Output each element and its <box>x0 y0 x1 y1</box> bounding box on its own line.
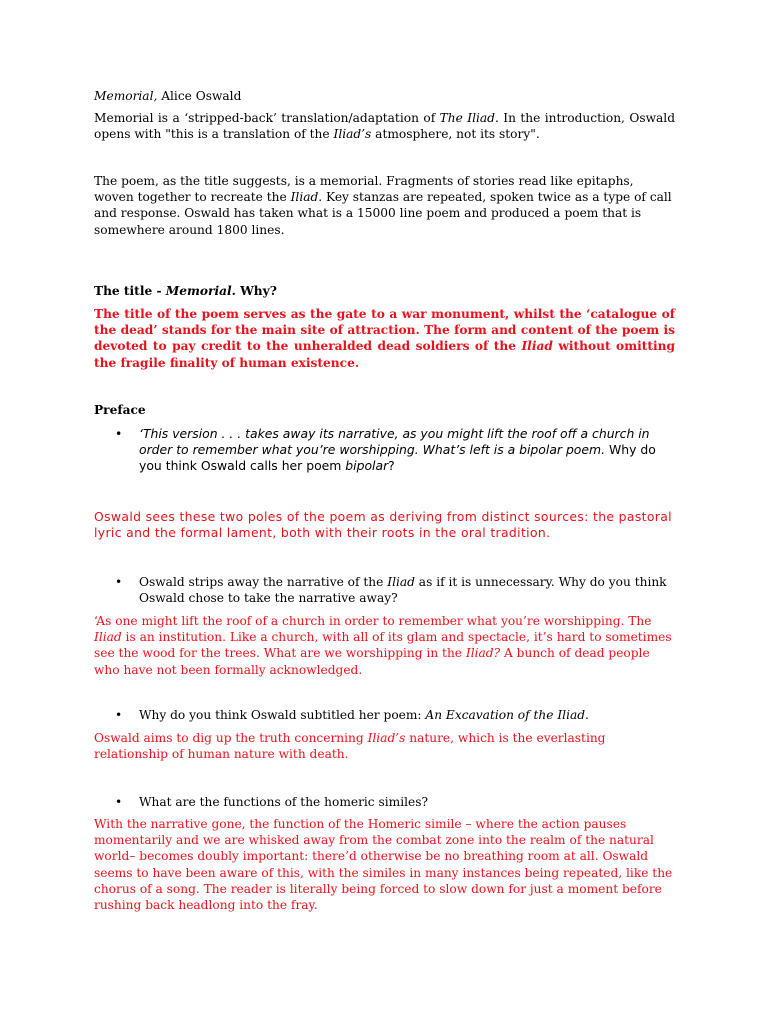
answer-title <box>94 306 675 371</box>
preface-quote: ‘This version . . . takes away its narrative, as you might lift the roof off a church in order to remember what you’re worshipping. What’s left is a bipolar poem. <box>139 426 650 458</box>
heading-text: The title - <box>94 284 166 298</box>
answer-text: without omitting the fragile finality of human existence. <box>94 339 675 370</box>
heading-text: Why? <box>235 284 277 298</box>
intro-paragraph <box>94 110 675 142</box>
summary-paragraph <box>94 173 675 238</box>
title-author: Alice Oswald <box>157 89 242 103</box>
summary-iliad: Iliad <box>290 190 319 205</box>
document-title <box>94 88 675 104</box>
summary-text: . Key stanzas are repeated, spoken twice as a type of call and response. Oswald has taken what is a 15000 line poem and produced a poem that is somewhere around 1800 lines. <box>94 190 672 237</box>
answer-text: Oswald aims to dig up the truth concerning <box>94 731 368 745</box>
answer-text: is an institution. Like a church, with all of its glam and spectacle, it’s hard to sometimes see the wood for the trees. What are we worshipping in the <box>94 630 672 661</box>
answer-text: The title of the poem serves as the gate to a war monument, whilst the ‘catalogue of the dead’ stands for the main site of attraction. The form and content of the poem is devoted to pay credit to the unheralded dead soldiers of the <box>94 307 675 354</box>
intro-text: Memorial is a ‘stripped-back’ translation/adaptation of <box>94 111 440 125</box>
answer-bipolar: Oswald sees these two poles of the poem as deriving from distinct sources: the pastoral lyric and the formal lament, both with their roots in the oral tradition. <box>94 509 672 541</box>
intro-iliad: The Iliad. <box>439 111 499 125</box>
question-text-part: . <box>585 708 589 722</box>
question-bipolar-word: bipolar <box>345 458 389 474</box>
question-text-part: ? <box>388 458 395 474</box>
answer-iliad: Iliad <box>521 339 553 354</box>
bullet-icon: • <box>115 426 123 441</box>
question-text-part: Why do you think Oswald calls her poem <box>139 442 656 474</box>
answer-iliad: Iliad <box>94 630 122 645</box>
question-iliad: Iliad <box>387 575 415 589</box>
bullet-icon: • <box>115 575 123 589</box>
intro-text: atmosphere, not its story". <box>371 127 540 142</box>
question-text <box>139 574 675 606</box>
question-text-part: as if it is unnecessary. Why do you think Oswald chose to take the narrative away? <box>139 575 667 606</box>
question-bipolar <box>115 426 675 475</box>
question-text <box>139 707 675 723</box>
question-narrative <box>115 574 675 606</box>
heading-memorial: Memorial. <box>165 284 236 298</box>
heading-preface: Preface <box>94 403 146 417</box>
question-text <box>139 426 675 475</box>
answer-text: ‘As one might lift the roof of a church in order to remember what you’re worshipping. The <box>94 614 652 628</box>
question-similes <box>115 794 675 810</box>
question-text-part: Why do you think Oswald subtitled her poem: <box>139 708 426 722</box>
title-work: Memorial, <box>94 89 158 103</box>
answer-text: nature, which is the everlasting relationship of human nature with death. <box>94 731 606 762</box>
question-subtitle-title: An Excavation of the Iliad <box>425 708 586 722</box>
bullet-icon: • <box>115 708 123 722</box>
answer-iliad: Iliad? <box>465 646 501 661</box>
answer-similes: With the narrative gone, the function of the Homeric simile – where the action pauses momentarily and we are whisked away from the combat zone into the realm of the natural world– becomes doubly important: there’d otherwise be no breathing room at all. Oswald seems to have been aware of this, with the similes in many instances being repeated, like the chorus of a song. The reader is literally being forced to slow down for just a moment before rushing back headlong into the fray. <box>94 817 673 913</box>
answer-subtitle <box>94 730 675 762</box>
intro-text: In the introduction, Oswald opens with "this is a translation of the <box>94 111 676 142</box>
answer-iliads: Iliad’s <box>367 731 406 745</box>
answer-text: A bunch of dead people who have not been formally acknowledged. <box>94 646 650 677</box>
summary-text: The poem, as the title suggests, is a memorial. Fragments of stories read like epitaphs, woven together to recreate the <box>94 174 634 205</box>
question-subtitle <box>115 707 675 723</box>
answer-narrative <box>94 613 675 678</box>
intro-iliads: Iliad’s <box>333 127 372 142</box>
question-text-part: Oswald strips away the narrative of the <box>139 575 388 589</box>
question-text: What are the functions of the homeric similes? <box>139 795 429 809</box>
bullet-icon: • <box>115 795 123 809</box>
heading-title-question <box>94 283 675 299</box>
